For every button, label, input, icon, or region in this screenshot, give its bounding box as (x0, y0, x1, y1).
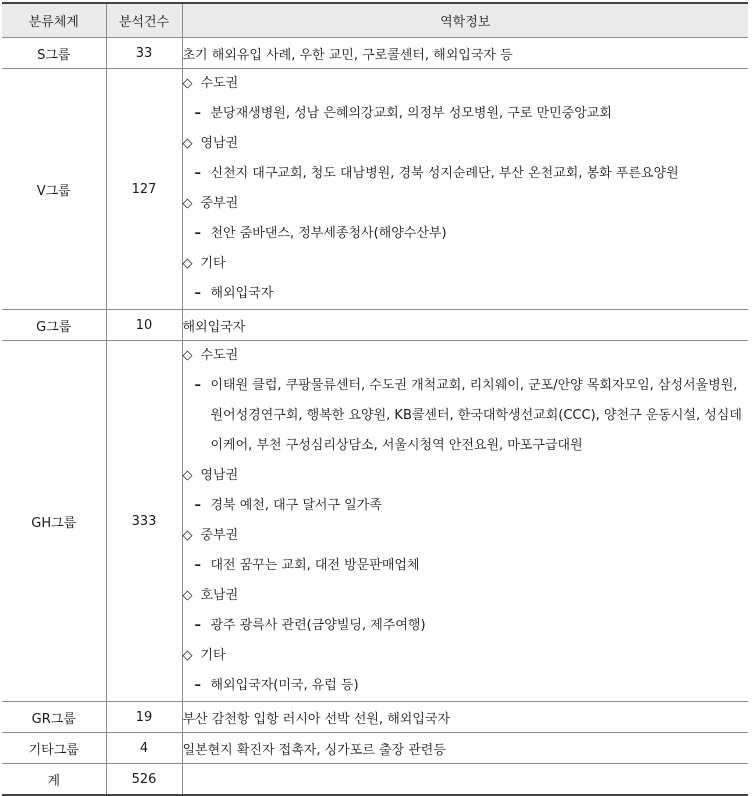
diamond-marker: ◇ (182, 528, 193, 543)
count-cell: 333 (106, 341, 182, 702)
region-heading (183, 341, 749, 371)
info-cell: 일본현지 확진자 접촉자, 싱가포르 출장 관련등 (182, 733, 748, 764)
table-row (2, 38, 748, 69)
region-name: 기타 (200, 256, 226, 271)
group-cell: GR그룹 (2, 702, 106, 733)
count-cell: 33 (106, 38, 182, 69)
info-cell (182, 764, 748, 796)
region-name: 영남권 (200, 136, 239, 151)
count-cell: 127 (106, 69, 182, 310)
diamond-marker: ◇ (182, 588, 193, 603)
region-heading (183, 581, 749, 611)
region-name: 중부권 (200, 528, 239, 543)
group-cell: V그룹 (2, 69, 106, 310)
region-heading (183, 521, 749, 551)
items-text: 해외입국자(미국, 유럽 등) (210, 678, 359, 693)
table-header-row (2, 3, 748, 38)
dash-marker: – (194, 498, 201, 513)
group-cell: 기타그룹 (2, 733, 106, 764)
diamond-marker: ◇ (182, 648, 193, 663)
info-cell: 해외입국자 (182, 310, 748, 341)
dash-marker: – (194, 286, 201, 301)
items-text: 대전 꿈꾸는 교회, 대전 방문판매업체 (210, 558, 420, 573)
dash-marker: – (194, 106, 201, 121)
region-heading (183, 641, 749, 671)
dash-marker: – (194, 618, 201, 633)
diamond-marker: ◇ (182, 76, 193, 91)
region-items (183, 371, 749, 461)
group-cell: S그룹 (2, 38, 106, 69)
region-heading (183, 189, 749, 219)
table-row (2, 69, 748, 310)
region-items (183, 159, 749, 189)
region-name: 중부권 (200, 196, 239, 211)
header-analysis-count: 분석건수 (106, 3, 182, 38)
items-text: 이태원 클럽, 쿠팡물류센터, 수도권 개척교회, 리치웨이, 군포/안양 목회자모임, 삼성서울병원, 원어성경연구회, 행복한 요양원, KB콜센터, 한국대학생선교회(CCC), 양천구 운동시설, 성심데이케어, 부천 구성심리상담소, 서울시청역 안전요원, 마포구급대원 (210, 378, 742, 453)
group-cell: GH그룹 (2, 341, 106, 702)
total-label-cell: 계 (2, 764, 106, 796)
count-cell: 19 (106, 702, 182, 733)
items-text: 해외입국자 (210, 286, 274, 301)
items-text: 광주 광륵사 관련(금양빌딩, 제주여행) (210, 618, 426, 633)
diamond-marker: ◇ (182, 468, 193, 483)
table-row (2, 310, 748, 341)
items-text: 분당재생병원, 성남 은혜의강교회, 의정부 성모병원, 구로 만민중앙교회 (210, 106, 612, 121)
dash-marker: – (194, 166, 201, 181)
dash-marker: – (194, 226, 201, 241)
diamond-marker: ◇ (182, 256, 193, 271)
table-row (2, 341, 748, 702)
info-cell (182, 69, 748, 310)
region-items (183, 611, 749, 641)
region-items (183, 279, 749, 309)
region-items (183, 99, 749, 129)
region-items (183, 551, 749, 581)
info-cell (182, 341, 748, 702)
total-count-cell: 526 (106, 764, 182, 796)
header-classification: 분류체계 (2, 3, 106, 38)
region-items (183, 671, 749, 701)
info-cell: 부산 감천항 입항 러시아 선박 선원, 해외입국자 (182, 702, 748, 733)
items-text: 천안 줌바댄스, 정부세종청사(해양수산부) (210, 226, 447, 241)
table-row (2, 733, 748, 764)
group-cell: G그룹 (2, 310, 106, 341)
diamond-marker: ◇ (182, 348, 193, 363)
diamond-marker: ◇ (182, 136, 193, 151)
count-cell: 10 (106, 310, 182, 341)
count-cell: 4 (106, 733, 182, 764)
header-epidemiology-info: 역학정보 (182, 3, 748, 38)
region-name: 영남권 (200, 468, 239, 483)
region-name: 기타 (200, 648, 226, 663)
items-text: 신천지 대구교회, 청도 대남병원, 경북 성지순례단, 부산 온천교회, 봉화 푸른요양원 (210, 166, 679, 181)
region-name: 수도권 (200, 76, 239, 91)
table-row (2, 702, 748, 733)
region-name: 수도권 (200, 348, 239, 363)
diamond-marker: ◇ (182, 196, 193, 211)
region-items (183, 219, 749, 249)
items-text: 경북 예천, 대구 달서구 일가족 (210, 498, 382, 513)
region-items (183, 491, 749, 521)
region-heading (183, 69, 749, 99)
info-cell: 초기 해외유입 사례, 우한 교민, 구로콜센터, 해외입국자 등 (182, 38, 748, 69)
epidemiology-table (2, 2, 748, 796)
total-row (2, 764, 748, 796)
region-heading (183, 249, 749, 279)
dash-marker: – (194, 558, 201, 573)
dash-marker: – (194, 678, 201, 693)
region-name: 호남권 (200, 588, 239, 603)
dash-marker: – (194, 378, 201, 393)
region-heading (183, 129, 749, 159)
region-heading (183, 461, 749, 491)
